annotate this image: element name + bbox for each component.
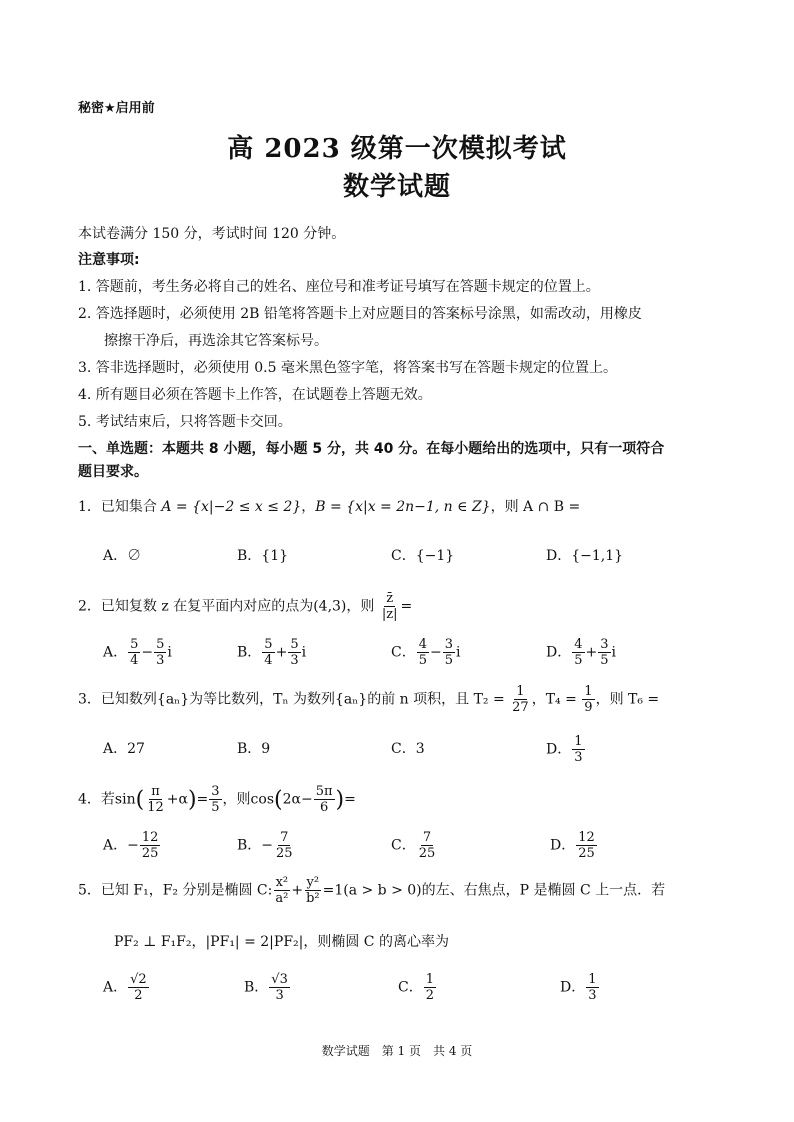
fraction	[572, 734, 584, 765]
page-footer: 数学试题 第 1 页 共 4 页	[321, 1044, 473, 1058]
paren-open: (	[274, 787, 283, 813]
question-number: 3．	[78, 691, 101, 708]
question-text: ，则 T₆ =	[595, 691, 660, 708]
question-text: =	[344, 791, 356, 808]
denominator: 2	[425, 988, 434, 1003]
denominator: 25	[578, 846, 595, 861]
denominator: 5	[211, 800, 220, 815]
denominator: 2	[134, 988, 143, 1003]
option-b: B．{1}	[237, 548, 289, 564]
option-d	[550, 830, 598, 861]
option-label: B．	[244, 979, 269, 996]
numerator: 1	[516, 684, 525, 699]
fraction	[576, 830, 597, 861]
option-label: A．	[103, 644, 128, 661]
denominator: a²	[275, 891, 289, 906]
numerator: 1	[425, 972, 434, 987]
fraction	[314, 784, 335, 815]
option-a: A．∅	[103, 548, 142, 564]
option-d	[560, 972, 600, 1003]
option-label: B．	[237, 837, 262, 854]
denominator: 25	[141, 846, 159, 861]
question-text: 2α−	[282, 791, 313, 808]
option-label: C．	[398, 979, 423, 996]
denominator: 5	[574, 653, 583, 668]
exam-intro: 本试卷满分 150 分，考试时间 120 分钟。	[78, 226, 346, 242]
imaginary-unit: i	[301, 644, 307, 661]
fraction	[128, 972, 149, 1003]
option-c	[398, 972, 437, 1003]
option-b	[237, 830, 296, 861]
option-b	[237, 637, 306, 668]
fraction	[209, 784, 221, 815]
numerator: √3	[271, 972, 288, 987]
operator: +	[585, 644, 598, 661]
denominator: 6	[319, 800, 329, 815]
question-text: 已知 F₁，F₂ 分别是椭圆 C:	[100, 882, 273, 899]
fraction	[140, 830, 161, 861]
fraction	[262, 637, 274, 668]
question-text: =	[196, 791, 209, 808]
numerator: x²	[275, 875, 289, 890]
paren-close: )	[335, 787, 345, 813]
notes-heading: 注意事项:	[78, 252, 140, 268]
fraction	[582, 684, 594, 715]
denominator: 5	[444, 653, 454, 668]
fraction	[145, 784, 166, 815]
denominator: 9	[584, 700, 593, 715]
numerator: 3	[444, 637, 454, 652]
fraction	[154, 637, 166, 668]
option-c: C．{−1}	[391, 548, 455, 564]
option-label: A．	[103, 837, 128, 854]
option-c	[391, 830, 438, 861]
question-text: 已知复数 z 在复平面内对应的点为(4,3)，则	[100, 598, 375, 615]
numerator: 1	[584, 684, 593, 699]
question-text: =1(a > b > 0)的左、右焦点，P 是椭圆 C 上一点．若	[322, 882, 666, 899]
note-item: 2. 答选择题时，必须使用 2B 铅笔将答题卡上对应题目的答案标号涂黑，如需改动，用橡皮	[78, 306, 642, 322]
denominator: b²	[306, 891, 320, 906]
numerator: y²	[306, 875, 320, 890]
operator: −	[430, 644, 442, 661]
numerator: 5	[264, 637, 273, 652]
denominator: |z|	[381, 607, 398, 622]
option-label: B．	[237, 644, 262, 661]
option-b: B．9	[237, 741, 271, 757]
denominator: 4	[264, 653, 273, 668]
exam-title: 高 2023 级第一次模拟考试	[227, 134, 567, 164]
fraction	[380, 591, 400, 622]
denominator: 27	[512, 700, 529, 715]
imaginary-unit: i	[456, 644, 461, 661]
set-b: B = {x|x = 2n−1, n ∈ Z}	[315, 499, 491, 515]
note-item: 3. 答非选择题时，必须使用 0.5 毫米黑色签字笔，将答案书写在答题卡规定的位置上。	[78, 360, 617, 376]
numerator: 5π	[315, 784, 333, 799]
numerator: 4	[574, 637, 583, 652]
denominator: 3	[290, 653, 299, 668]
option-a	[103, 972, 150, 1003]
denominator: 3	[275, 988, 284, 1003]
fraction	[269, 972, 290, 1003]
fraction	[598, 637, 610, 668]
fraction	[304, 875, 322, 906]
denominator: 5	[600, 653, 609, 668]
option-label: D．	[546, 644, 572, 661]
paren-open: (	[135, 787, 145, 813]
denominator: 3	[156, 653, 165, 668]
operator: −	[141, 644, 154, 661]
numerator: 5	[156, 637, 165, 652]
subject-title: 数学试题	[342, 172, 451, 202]
numerator: √2	[130, 972, 147, 987]
denominator: 5	[418, 653, 427, 668]
question-text: =	[400, 598, 413, 615]
numerator: 3	[600, 637, 609, 652]
question-text: +α	[166, 791, 188, 808]
question-5-stem-continued: PF₂ ⊥ F₁F₂，|PF₁| = 2|PF₂|，则椭圆 C 的离心率为	[114, 934, 449, 950]
fraction	[586, 972, 598, 1003]
question-text: 已知集合	[100, 499, 157, 515]
operator: +	[275, 644, 288, 661]
option-label: A．	[103, 979, 128, 996]
numerator: 7	[280, 830, 289, 845]
option-label: D．	[550, 837, 576, 854]
section-heading: 一、单选题：本题共 8 小题，每小题 5 分，共 40 分。在每小题给出的选项中，只有一项符合	[78, 441, 665, 457]
option-c: C．3	[391, 741, 425, 757]
numerator: 7	[422, 830, 432, 845]
option-label: D．	[546, 741, 572, 758]
question-5-stem	[78, 875, 665, 906]
fraction	[273, 875, 290, 906]
option-label: C．	[391, 837, 416, 854]
fraction	[274, 830, 295, 861]
fraction	[510, 684, 531, 715]
confidential-label: 秘密★启用前	[78, 101, 155, 116]
denominator: 3	[574, 750, 583, 765]
question-text: 若sin	[100, 791, 136, 808]
question-text: 已知数列{aₙ}为等比数列，Tₙ 为数列{aₙ}的前 n 项积，且 T₂ =	[100, 691, 505, 708]
operator: +	[291, 882, 304, 899]
denominator: 3	[588, 988, 597, 1003]
fraction	[424, 972, 436, 1003]
denominator: 12	[147, 800, 164, 815]
imaginary-unit: i	[611, 644, 617, 661]
note-item-continued: 擦擦干净后，再选涂其它答案标号。	[104, 333, 328, 349]
fraction	[443, 637, 455, 668]
numerator: z̄	[386, 591, 394, 606]
option-d	[546, 734, 586, 765]
numerator: 12	[141, 830, 159, 845]
option-a: A．27	[103, 741, 145, 757]
option-d	[546, 637, 616, 668]
option-c	[391, 637, 461, 668]
numerator: 1	[574, 734, 583, 749]
question-number: 1．	[78, 499, 101, 515]
question-4-stem	[78, 784, 356, 815]
denominator: 4	[130, 653, 139, 668]
imaginary-unit: i	[167, 644, 172, 661]
option-b	[244, 972, 291, 1003]
numerator: 3	[211, 784, 220, 799]
question-text: ，	[301, 499, 316, 515]
question-1-stem	[78, 496, 580, 516]
option-label: C．	[391, 644, 416, 661]
numerator: 1	[588, 972, 597, 987]
numerator: π	[151, 784, 160, 799]
question-text: ，T₄ =	[531, 691, 577, 708]
option-label: D．	[560, 979, 586, 996]
fraction	[417, 830, 438, 861]
question-2-stem	[78, 591, 412, 622]
note-item: 5. 考试结束后，只将答题卡交回。	[78, 414, 292, 430]
fraction	[288, 637, 300, 668]
note-item: 1. 答题前，考生务必将自己的姓名、座位号和准考证号填写在答题卡规定的位置上。	[78, 279, 600, 295]
option-a	[103, 830, 161, 861]
denominator: 25	[276, 846, 293, 861]
question-text: ，则 A ∩ B =	[490, 499, 581, 515]
numerator: 5	[290, 637, 299, 652]
fraction	[572, 637, 584, 668]
sign: −	[127, 837, 139, 854]
section-heading-continued: 题目要求。	[78, 464, 148, 480]
numerator: 12	[578, 830, 595, 845]
option-a	[103, 637, 172, 668]
sign: −	[261, 837, 274, 854]
question-number: 2．	[78, 598, 101, 615]
denominator: 25	[418, 846, 436, 861]
set-a: A = {x|−2 ≤ x ≤ 2}	[161, 499, 302, 515]
option-d: D．{−1,1}	[546, 548, 624, 564]
fraction	[417, 637, 429, 668]
fraction	[128, 637, 140, 668]
numerator: 4	[418, 637, 427, 652]
note-item: 4. 所有题目必须在答题卡上作答，在试题卷上答题无效。	[78, 387, 432, 403]
question-number: 4．	[78, 791, 101, 808]
numerator: 5	[130, 637, 139, 652]
question-text: ，则cos	[222, 791, 275, 808]
question-number: 5．	[78, 882, 101, 899]
paren-close: )	[187, 787, 197, 813]
question-3-stem	[78, 684, 659, 715]
